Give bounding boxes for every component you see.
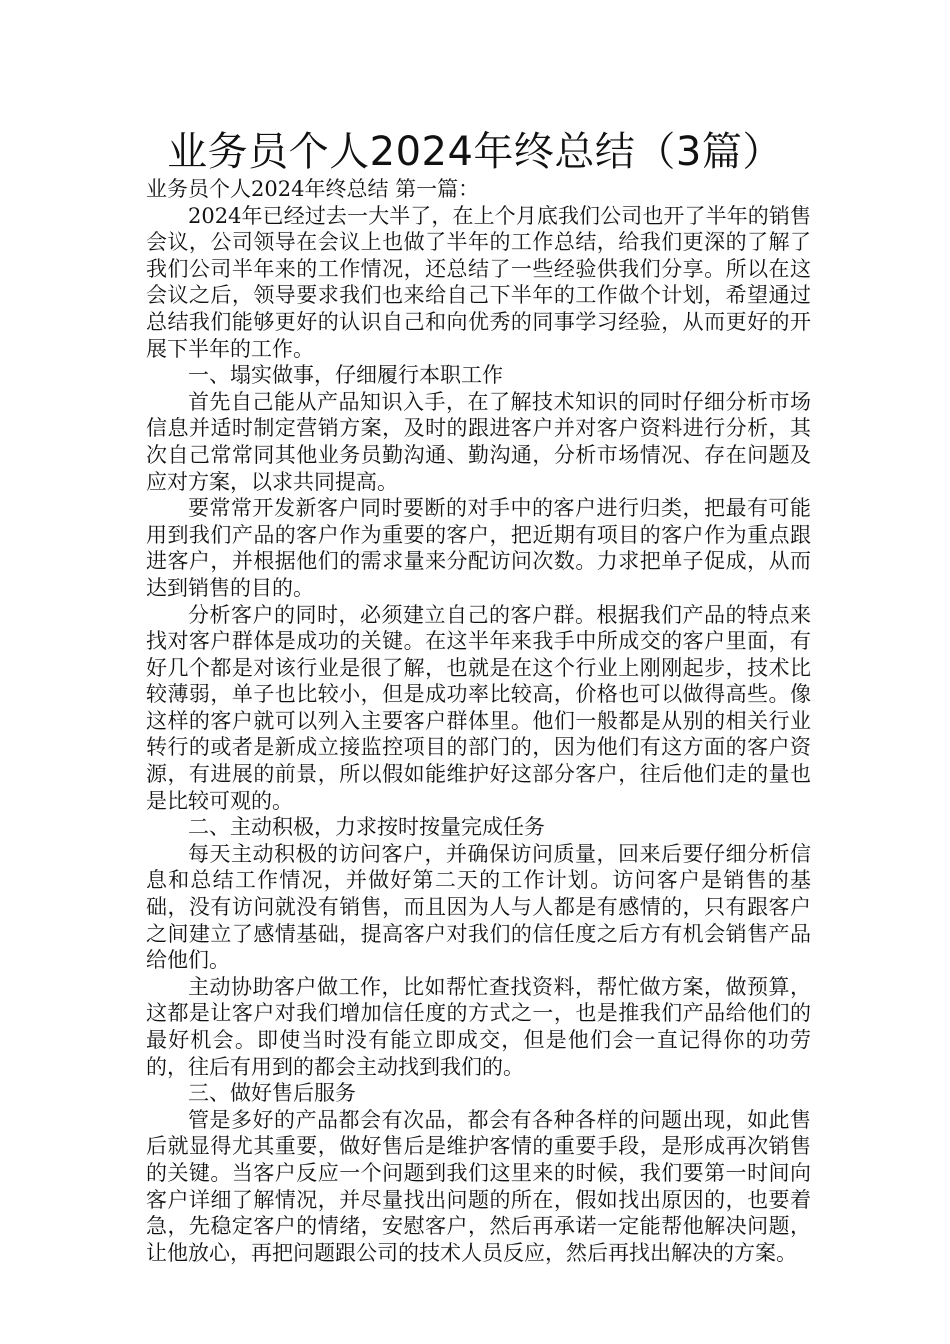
paragraph: 每天主动积极的访问客户，并确保访问质量，回来后要仔细分析信息和总结工作情况，并做好第二天的工作计划。访问客户是销售的基础，没有访问就没有销售，而且因为人与人都是有感情的，只有跟客户之间建立了感情基础，提高客户对我们的信任度之后方有机会销售产品给他们。 <box>146 841 811 973</box>
document-title: 业务员个人2024年终总结（3篇） <box>167 129 783 175</box>
document-body <box>146 176 811 1266</box>
paragraph: 主动协助客户做工作，比如帮忙查找资料，帮忙做方案，做预算，这都是让客户对我们增加信任度的方式之一，也是推我们产品给他们的最好机会。即使当时没有能立即成交，但是他们会一直记得你的功劳的，往后有用到的都会主动找到我们的。 <box>146 974 811 1079</box>
paragraph: 首先自己能从产品知识入手，在了解技术知识的同时仔细分析市场信息并适时制定营销方案，及时的跟进客户并对客户资料进行分析，其次自己常常同其他业务员勤沟通、勤沟通，分析市场情况、存在问题及应对方案，以求共同提高。 <box>146 389 811 494</box>
heading-section-1: 一、塌实做事，仔细履行本职工作 <box>188 363 503 388</box>
heading-section-3: 三、做好售后服务 <box>188 1081 356 1106</box>
paragraph: 管是多好的产品都会有次品，都会有各种各样的问题出现，如此售后就显得尤其重要，做好售后是维护客情的重要手段，是形成再次销售的关键。当客户反应一个问题到我们这里来的时候，我们要第一时间向客户详细了解情况，并尽量找出问题的所在，假如找出原因的，也要着急，先稳定客户的情绪，安慰客户，然后再承诺一定能帮他解决问题，让他放心，再把问题跟公司的技术人员反应，然后再找出解决的方案。 <box>146 1107 811 1265</box>
paragraph-intro: 2024年已经过去一大半了，在上个月底我们公司也开了半年的销售会议，公司领导在会议上也做了半年的工作总结，给我们更深的了解了我们公司半年来的工作情况，还总结了一些经验供我们分享。所以在这会议之后，领导要求我们也来给自己下半年的工作做个计划，希望通过总结我们能够更好的认识自己和向优秀的同事学习经验，从而更好的开展下半年的工作。 <box>146 203 811 361</box>
heading-section-2: 二、主动积极，力求按时按量完成任务 <box>188 815 545 840</box>
paragraph: 要常常开发新客户同时要断的对手中的客户进行归类，把最有可能用到我们产品的客户作为重要的客户，把近期有项目的客户作为重点跟进客户，并根据他们的需求量来分配访问次数。力求把单子促成，从而达到销售的目的。 <box>146 496 811 600</box>
paragraph: 分析客户的同时，必须建立自己的客户群。根据我们产品的特点来找对客户群体是成功的关键。在这半年来我手中所成交的客户里面，有好几个都是对该行业是很了解，也就是在这个行业上刚刚起步，技术比较薄弱，单子也比较小，但是成功率比较高，价格也可以做得高些。像这样的客户就可以列入主要客户群体里。他们一般都是从别的相关行业转行的或者是新成立接监控项目的部门的，因为他们有这方面的客户资源，有进展的前景，所以假如能维护好这部分客户，往后他们走的量也是比较可观的。 <box>146 602 811 813</box>
section-subtitle: 业务员个人2024年终总结 第一篇： <box>146 177 480 201</box>
